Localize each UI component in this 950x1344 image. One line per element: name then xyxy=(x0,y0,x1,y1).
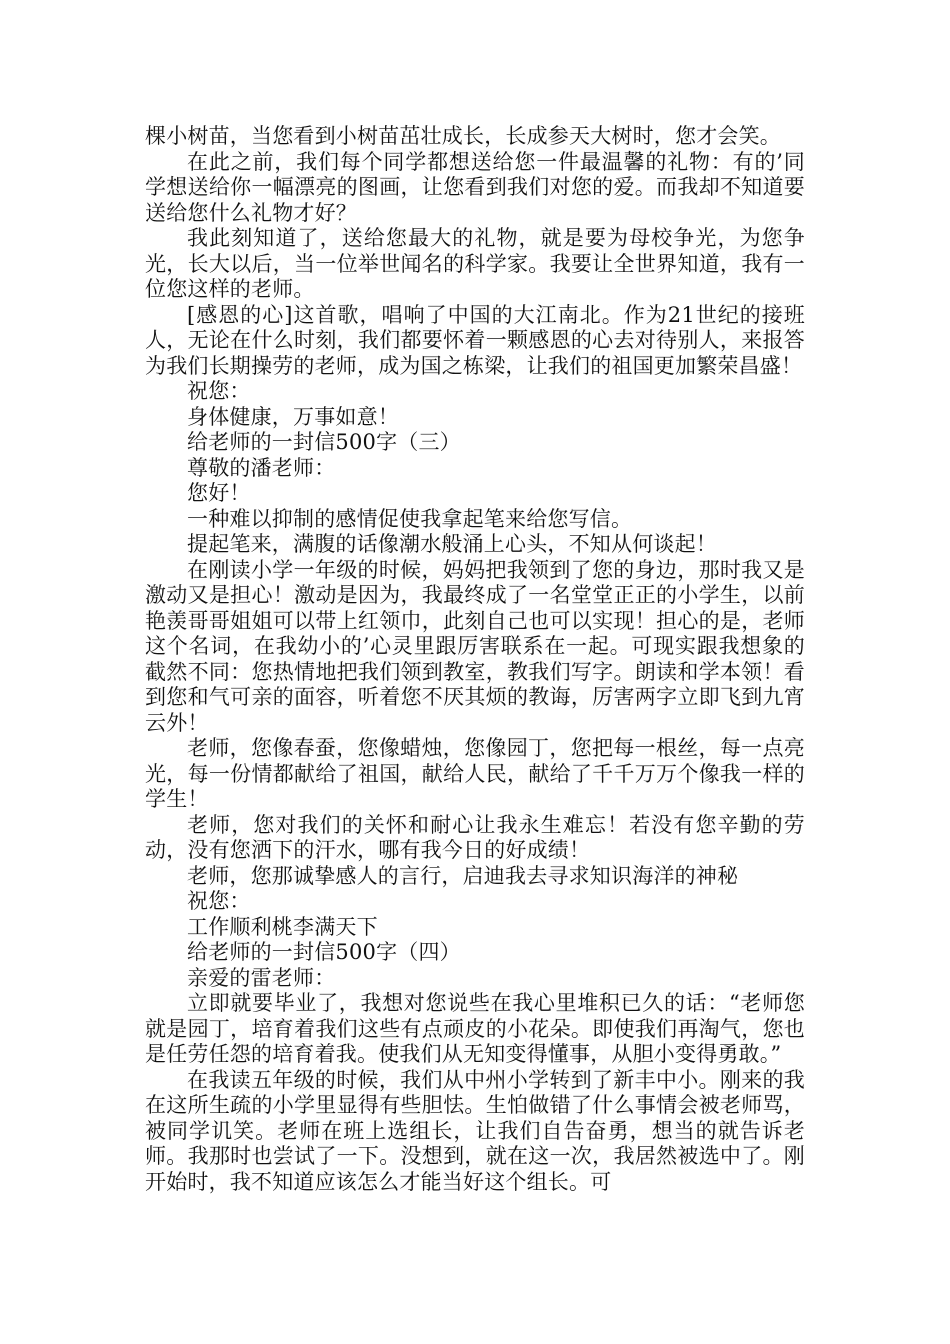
greeting: 您好！ xyxy=(187,481,251,505)
closing-wish-text: 身体健康，万事如意！ xyxy=(187,404,399,429)
paragraph-9: 老师，您对我们的关怀和耐心让我永生难忘！若没有您辛勤的劳动，没有您洒下的汗水，哪有我今日的好成绩！ xyxy=(145,812,805,862)
paragraph-7: 在刚读小学一年级的时候，妈妈把我领到了您的身边，那时我又是激动又是担心！激动是因为，我最终成了一名堂堂正正的小学生，以前艳羡哥哥姐姐可以带上红领巾，此刻自己也可以实现！担心的是，老师这个名词，在我幼小的’心灵里跟厉害联系在一起。可现实跟我想象的截然不同：您热情地把我们领到教室，教我们写字。朗读和学本领！看到您和气可亲的面容，听着您不厌其烦的教诲，厉害两字立即飞到九宵云外！ xyxy=(145,557,805,735)
paragraph-2: 在此之前，我们每个同学都想送给您一件最温馨的礼物：有的’同学想送给你一幅漂亮的图画，让您看到我们对您的爱。而我却不知道要送给您什么礼物才好？ xyxy=(145,149,805,225)
closing-wish-label-2: 祝您： xyxy=(187,889,251,913)
section-title-3: 给老师的一封信500字（三） xyxy=(187,430,461,454)
salutation-4: 亲爱的雷老师： xyxy=(187,965,336,990)
paragraph-10: 老师，您那诚挚感人的言行，启迪我去寻求知识海洋的神秘 xyxy=(187,863,739,888)
paragraph-4: [感恩的心]这首歌，唱响了中国的大江南北。作为21世纪的接班人，无论在什么时刻，我们都要怀着一颗感恩的心去对待别人，来报答为我们长期操劳的老师，成为国之栋梁，让我们的祖国更加繁荣昌盛！ xyxy=(145,302,805,378)
paragraph-6: 提起笔来，满腹的话像潮水般涌上心头，不知从何谈起！ xyxy=(187,532,717,556)
document-page xyxy=(145,124,805,1195)
paragraph-12: 在我读五年级的时候，我们从中州小学转到了新丰中小。刚来的我在这所生疏的小学里显得有些胆怯。生怕做错了什么事情会被老师骂，被同学讥笑。老师在班上选组长，让我们自告奋勇，想当的就告诉老师。我那时也尝试了一下。没想到，就在这一次，我居然被选中了。刚开始时，我不知道应该怎么才能当好这个组长。可 xyxy=(145,1067,805,1194)
paragraph-8: 老师，您像春蚕，您像蜡烛，您像园丁，您把每一根丝，每一点亮光，每一份情都献给了祖国，献给人民，献给了千千万万个像我一样的学生！ xyxy=(145,736,805,811)
section-title-4: 给老师的一封信500字（四） xyxy=(187,940,461,964)
closing-wish-text-2: 工作顺利桃李满天下 xyxy=(187,914,378,939)
paragraph-5: 一种难以抑制的感情促使我拿起笔来给您写信。 xyxy=(187,506,633,531)
paragraph-11: 立即就要毕业了，我想对您说些在我心里堆积已久的话：“老师您就是园丁，培育着我们这些有点顽皮的小花朵。即使我们再淘气，您也是任劳任怨的培育着我。使我们从无知变得懂事，从胆小变得勇敢。” xyxy=(145,991,805,1066)
salutation-3: 尊敬的潘老师： xyxy=(187,455,336,480)
paragraph-3: 我此刻知道了，送给您最大的礼物，就是要为母校争光，为您争光，长大以后，当一位举世闻名的科学家。我要让全世界知道，我有一位您这样的老师。 xyxy=(145,226,805,301)
closing-wish-label: 祝您： xyxy=(187,379,251,403)
paragraph-1: 棵小树苗，当您看到小树苗茁壮成长，长成参天大树时，您才会笑。 xyxy=(145,124,781,148)
